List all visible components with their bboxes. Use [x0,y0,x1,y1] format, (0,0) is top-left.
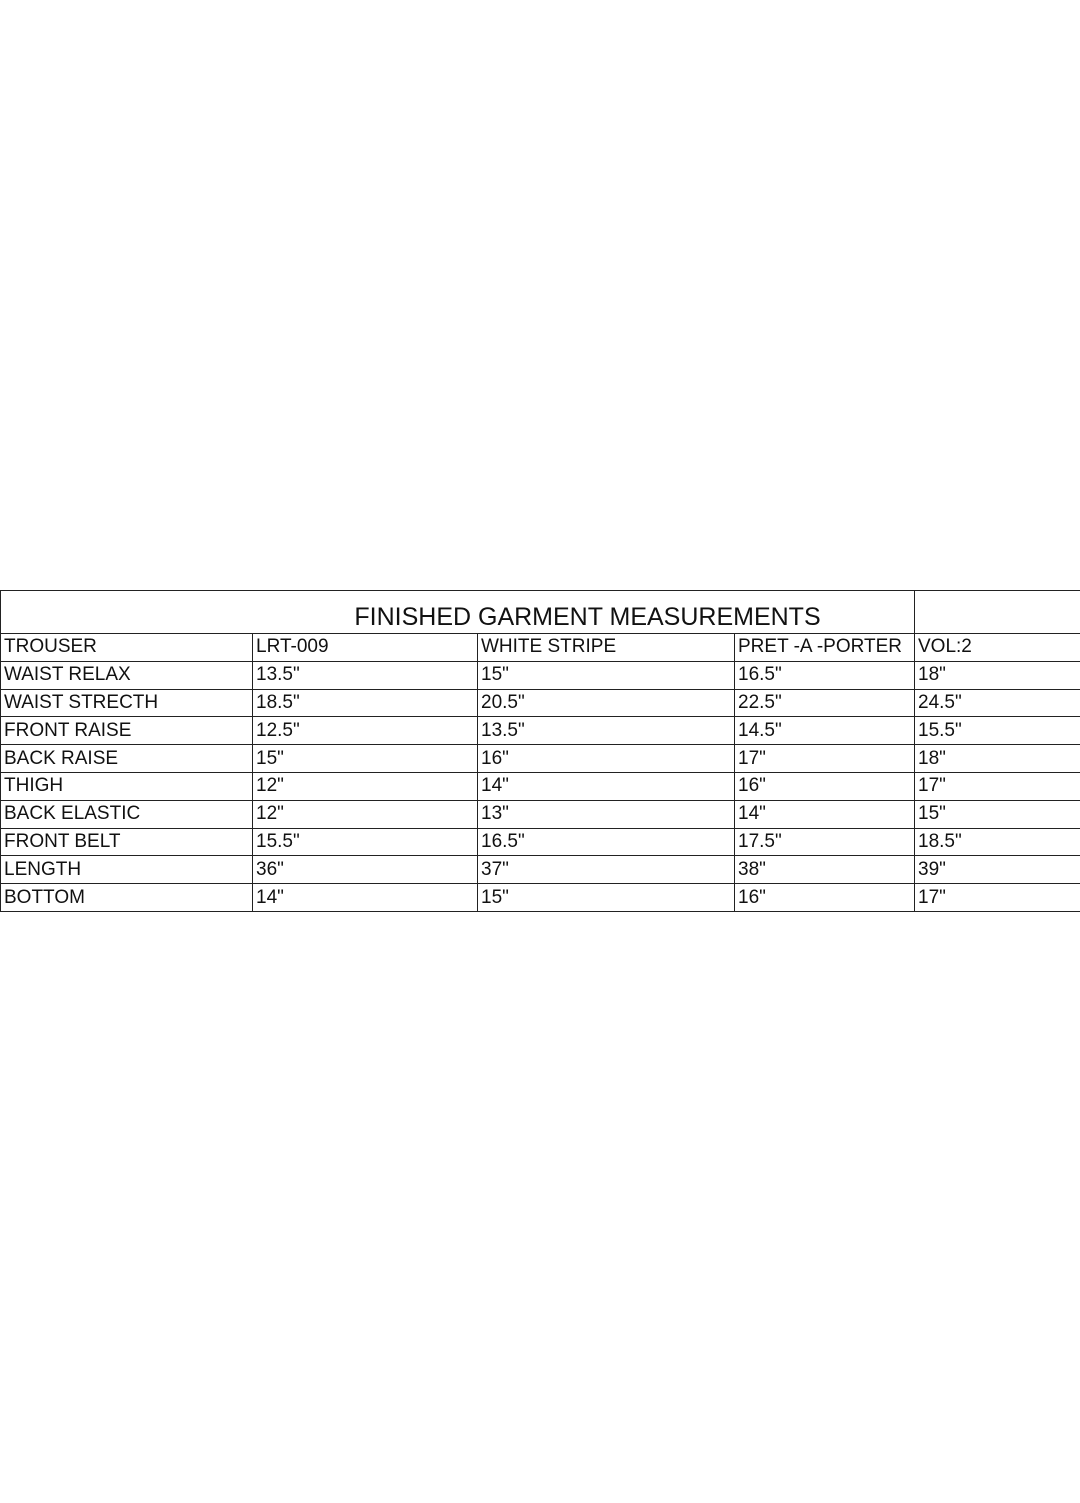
table-row [1,689,1080,717]
table-cell: 17.5" [735,828,915,856]
table-cell: 36" [253,856,478,884]
table-cell: 39" [915,856,1080,884]
table-cell: 15" [478,884,735,912]
header-row [1,634,1080,662]
table-row [1,717,1080,745]
table-cell: 22.5" [735,689,915,717]
header-cell: PRET -A -PORTER [735,634,915,662]
table-row [1,856,1080,884]
table-cell: 13.5" [253,661,478,689]
table-cell: 18" [915,745,1080,773]
row-label: LENGTH [1,856,253,884]
table-cell: 15" [253,745,478,773]
table-cell: 18.5" [915,828,1080,856]
table-cell: 18.5" [253,689,478,717]
table-cell: 15.5" [915,717,1080,745]
table-cell: 37" [478,856,735,884]
table-cell: 13.5" [478,717,735,745]
table-row [1,661,1080,689]
header-cell: VOL:2 [915,634,1080,662]
table-cell: 15.5" [253,828,478,856]
table-cell: 14" [735,800,915,828]
row-label: BACK RAISE [1,745,253,773]
row-label: WAIST STRECTH [1,689,253,717]
title-row [1,591,1080,634]
table-cell: 24.5" [915,689,1080,717]
empty-corner-cell [915,591,1080,634]
row-label: THIGH [1,772,253,800]
header-cell: TROUSER [1,634,253,662]
table-cell: 16.5" [735,661,915,689]
row-label: BACK ELASTIC [1,800,253,828]
table-cell: 12" [253,772,478,800]
table-row [1,828,1080,856]
table-cell: 14" [478,772,735,800]
row-label: FRONT RAISE [1,717,253,745]
table-row [1,884,1080,912]
table-cell: 12.5" [253,717,478,745]
table-cell: 38" [735,856,915,884]
table-cell: 15" [915,800,1080,828]
table-cell: 16" [735,772,915,800]
table-row [1,745,1080,773]
table-cell: 16" [735,884,915,912]
table-cell: 18" [915,661,1080,689]
row-label: BOTTOM [1,884,253,912]
table-cell: 14.5" [735,717,915,745]
row-label: WAIST RELAX [1,661,253,689]
header-cell: WHITE STRIPE [478,634,735,662]
table-cell: 17" [915,772,1080,800]
table-cell: 12" [253,800,478,828]
table-cell: 14" [253,884,478,912]
table-cell: 13" [478,800,735,828]
measurement-table [0,590,1080,912]
table-cell: 20.5" [478,689,735,717]
row-label: FRONT BELT [1,828,253,856]
table-cell: 16" [478,745,735,773]
table-cell: 15" [478,661,735,689]
table-cell: 17" [735,745,915,773]
table-row [1,800,1080,828]
table-title-cell [1,591,915,634]
header-cell: LRT-009 [253,634,478,662]
table-cell: 16.5" [478,828,735,856]
table-cell: 17" [915,884,1080,912]
table-title: FINISHED GARMENT MEASUREMENTS [354,603,821,631]
table-row [1,772,1080,800]
